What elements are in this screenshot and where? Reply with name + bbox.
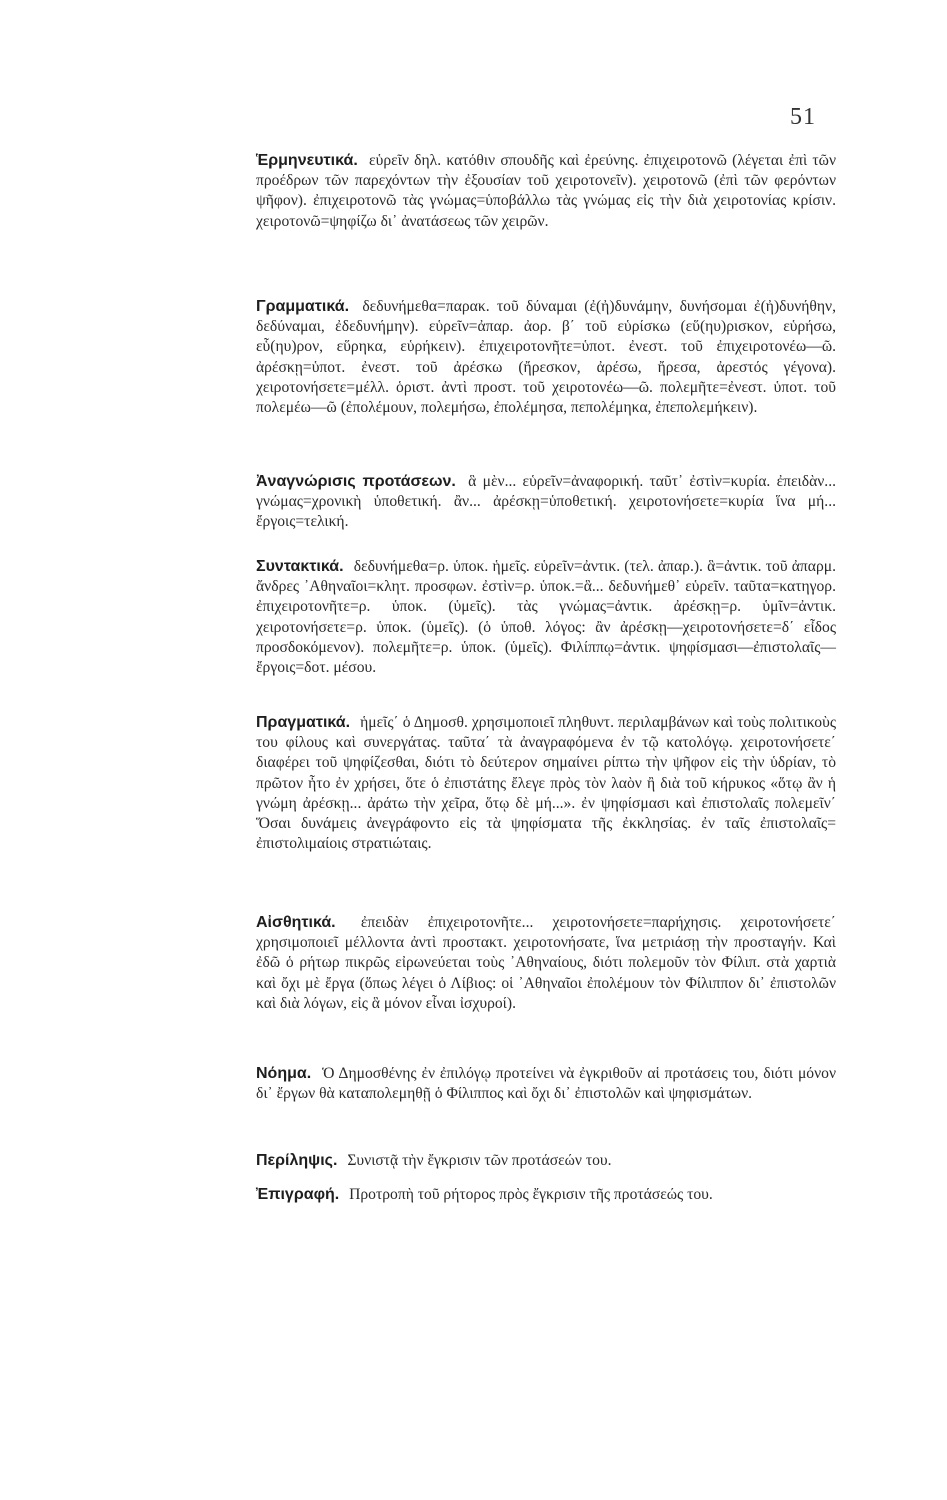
section-hermeneutika: [256, 151, 836, 232]
section-perilepsis: [256, 1151, 836, 1171]
section-grammatika: [256, 297, 836, 418]
section-heading: Περίληψις.: [256, 1152, 338, 1169]
section-text: εὑρεῖν δηλ. κατόθιν σπουδῆς καὶ ἐρεύνης. ἐπιχειροτονῶ (λέγεται ἐπὶ τῶν προέδρων τῶν παρεχόντων τὴν ἐξουσίαν τοῦ χειροτονεῖν). χειροτονῶ (ἐπὶ τῶν φερόντων ψῆφον). ἐπιχειροτονῶ τὰς γνώμας=ὑποβάλλω τὰς γνώμας εἰς τὴν διὰ χειροτονίας κρίσιν. χειροτονῶ=ψηφίζω δι᾿ ἀνατάσεως τῶν χειρῶν.: [256, 152, 836, 230]
section-noema: [256, 1064, 836, 1104]
section-heading: Γραμματικά.: [256, 298, 350, 315]
section-text: ἐπειδὰν ἐπιχειροτονῆτε... χειροτονήσετε=παρήχησις. χειροτονήσετε΄ χρησιμοποιεῖ μέλλοντα ἀντὶ προστακτ. χειροτονήσατε, ἵνα μετριάσῃ τὴν προσταγήν. Καὶ ἐδῶ ὁ ρήτωρ πικρῶς εἰρωνεύεται τοὺς ᾿Αθηναίους, διότι πολεμοῦν τὸν Φίλιπ. στὰ χαρτιὰ καὶ ὄχι μὲ ἔργα (ὅπως λέγει ὁ Λίβιος: οἱ ᾿Αθηναῖοι ἐπολέμουν τὸν Φίλιππον δι᾿ ἐπιστολῶν καὶ διὰ λόγων, εἰς ἃ μόνον εἶναι ἰσχυροί).: [256, 914, 836, 1012]
section-anagnorisis: [256, 472, 836, 533]
section-pragmatika: [256, 713, 836, 854]
section-epigraphe: [256, 1185, 836, 1205]
section-heading: Νόημα.: [256, 1065, 312, 1082]
section-text: δεδυνήμεθα=παρακ. τοῦ δύναμαι (ἐ(ἠ)δυνάμην, δυνήσομαι ἐ(ἠ)δυνήθην, δεδύναμαι, ἐδεδυνήμην). εὑρεῖν=ἀπαρ. ἀορ. β΄ τοῦ εὑρίσκω (εὕ(ηυ)ρισκον, εὑρήσω, εὗ(ηυ)ρον, εὕρηκα, εὑρήκειν). ἐπιχειροτονῆτε=ὑποτ. ἐνεστ. τοῦ ἐπιχειροτονέω—ῶ. ἀρέσκῃ=ὑποτ. ἐνεστ. τοῦ ἀρέσκω (ἤρεσκον, ἀρέσω, ἤρεσα, ἀρεστός γέγονα). χειροτονήσετε=μέλλ. ὁριστ. ἀντὶ προστ. τοῦ χειροτονέω—ῶ. πολεμῆτε=ἐνεστ. ὑποτ. τοῦ πολεμέω—ῶ (ἐπολέμουν, πολεμήσω, ἐπολέμησα, πεπολέμηκα, ἐπεπολεμήκειν).: [256, 298, 836, 417]
section-heading: Πραγματικά.: [256, 714, 351, 731]
section-text: ἃ μὲν... εὑρεῖν=ἀναφορική. ταῦτ᾿ ἐστὶν=κυρία. ἐπειδὰν... γνώμας=χρονικὴ ὑποθετική. ἂν... ἀρέσκῃ=ὑποθετική. χειροτονήσετε=κυρία ἵνα μή... ἔργοις=τελική.: [256, 473, 836, 531]
section-heading: Αἰσθητικά.: [256, 914, 336, 931]
section-text: δεδυνήμεθα=ρ. ὑποκ. ἡμεῖς. εὑρεῖν=ἀντικ. (τελ. ἀπαρ.). ἃ=ἀντικ. τοῦ ἀπαρμ. ἄνδρες ᾿Αθηναῖοι=κλητ. προσφων. ἐστὶν=ρ. ὑποκ.=ἃ... δεδυνήμεθ᾿ εὑρεῖν. ταῦτα=κατηγορ. ἐπιχειροτονῆτε=ρ. ὑποκ. (ὑμεῖς). τὰς γνώμας=ἀντικ. ἀρέσκῃ=ρ. ὑμῖν=ἀντικ. χειροτονήσετε=ρ. ὑποκ. (ὑμεῖς). (ὁ ὑποθ. λόγος: ἂν ἀρέσκῃ—χειροτονήσετε=δ΄ εἶδος προσδοκόμενον). πολεμῆτε=ρ. ὑποκ. (ὑμεῖς). Φιλίππῳ=ἀντικ. ψηφίσμασι—ἐπιστολαῖς—ἔργοις=δοτ. μέσου.: [256, 558, 836, 677]
section-heading: Ἑρμηνευτικά.: [256, 152, 358, 169]
section-heading: Ἀναγνώρισις προτάσεων.: [256, 473, 456, 490]
section-text: Προτροπὴ τοῦ ρήτορος πρὸς ἔγκρισιν τῆς προτάσεώς του.: [349, 1186, 713, 1203]
section-text: ἡμεῖς΄ ὁ Δημοσθ. χρησιμοποιεῖ πληθυντ. περιλαμβάνων καὶ τοὺς πολιτικοὺς του φίλους καὶ συνεργάτας. ταῦτα΄ τὰ ἀναγραφόμενα ἐν τῷ κατολόγῳ. χειροτονήσετε΄ διαφέρει τοῦ ψηφίζεσθαι, διότι τὸ δεύτερον σημαίνει ρίπτω τὴν ψῆφον εἰς τὴν ὑδρίαν, τὸ πρῶτον ἦτο ἐν χρήσει, ὅτε ὁ ἐπιστάτης ἔλεγε πρὸς τὸν λαὸν ἢ διὰ τοῦ κήρυκος «ὅτῳ ἂν ἡ γνώμη ἀρέσκῃ... ἀράτω τὴν χεῖρα, ὅτῳ δὲ μή...». ἐν ψηφίσμασι καὶ ἐπιστολαῖς πολεμεῖν΄ Ὅσαι δυνάμεις ἀνεγράφοντο εἰς τὰ ψηφίσματα τῆς ἐκκλησίας. ἐν ταῖς ἐπιστολαῖς= ἐπιστολιμαίοις στρατιώταις.: [256, 714, 836, 853]
section-heading: Ἐπιγραφή.: [256, 1186, 340, 1203]
section-text: Ὁ Δημοσθένης ἐν ἐπιλόγῳ προτείνει νὰ ἐγκριθοῦν αἱ προτάσεις του, διότι μόνον δι᾿ ἔργων θὰ καταπολεμηθῇ ὁ Φίλιππος καὶ ὄχι δι᾿ ἐπιστολῶν καὶ ψηφισμάτων.: [256, 1065, 836, 1103]
section-heading: Συντακτικά.: [256, 558, 344, 575]
page-number: 51: [790, 104, 816, 130]
section-aisthetika: [256, 913, 836, 1014]
section-syntaktika: [256, 557, 836, 678]
section-text: Συνιστᾷ τὴν ἔγκρισιν τῶν προτάσεών του.: [347, 1152, 612, 1169]
